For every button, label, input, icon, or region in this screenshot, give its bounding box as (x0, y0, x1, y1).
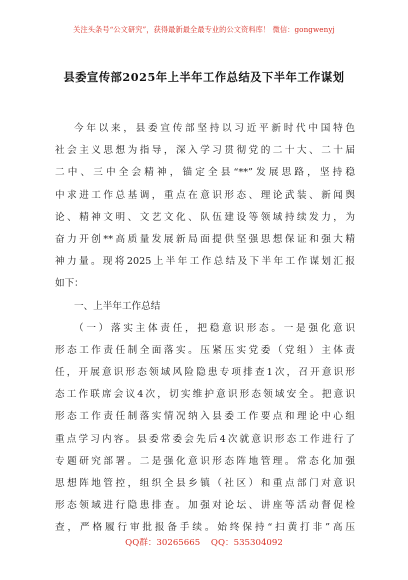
body-line: 思想阵地管控，组织全县乡镇（社区）和重点部门对意识 (55, 478, 355, 489)
qq-number: QQ：535304092 (210, 538, 283, 548)
page-title: 县委宣传部2025年上半年工作总结及下半年工作谋划 (63, 70, 345, 84)
body-line: 查，严格履行审批报备手续。始终保持“扫黄打非”高压 (55, 522, 355, 534)
body-line: 任，开展意识形态领域风险隐患专项排查1次，召开意识形 (55, 367, 355, 379)
body-line: 二中、三中全会精神，锚定全县“**”发展思路，坚持稳 (55, 167, 355, 179)
body-line: （一）落实主体责任，把稳意识形态。一是强化意识 (74, 322, 355, 334)
body-line: 形态工作责任制全面落实。压紧压实党委（党组）主体责 (55, 344, 355, 356)
body-line: 神力量。现将2025上半年工作总结及下半年工作谋划汇报 (55, 256, 355, 268)
body-line: 如下： (55, 278, 84, 290)
body-line: 专题研究部署。二是强化意识形态阵地管理。常态化加强 (55, 455, 355, 467)
body-line: 社会主义思想为指导，深入学习贯彻党的二十大、二十届 (55, 145, 355, 157)
body-line: 中求进工作总基调，重点在意识形态、理论武装、新闻舆 (55, 189, 355, 201)
section-heading: 一、上半年工作总结 (74, 300, 161, 312)
qq-group-number: QQ群：30265665 (125, 538, 201, 548)
body-line: 奋力开创**高质量发展新局面提供坚强思想保证和强大精 (55, 233, 355, 245)
body-line: 今年以来，县委宣传部坚持以习近平新时代中国特色 (74, 123, 355, 134)
body-line: 论、精神文明、文艺文化、队伍建设等领域持续发力，为 (55, 211, 355, 223)
contact-footer (0, 536, 408, 548)
promo-banner: 关注头条号“公文研究”，获得最新最全最专业的公文资料库！ 微信：gongwenyj (73, 25, 335, 34)
body-line: 态工作联席会议4次，切实维护意识形态领域安全。把意识 (55, 389, 355, 401)
body-line: 形态工作责任制落实情况纳入县委工作要点和理论中心组 (55, 411, 355, 423)
document-body (55, 118, 355, 540)
body-line: 形态领域进行隐患排查。加强对论坛、讲座等活动督促检 (55, 500, 355, 512)
body-line: 重点学习内容。县委常委会先后4次就意识形态工作进行了 (55, 433, 355, 445)
